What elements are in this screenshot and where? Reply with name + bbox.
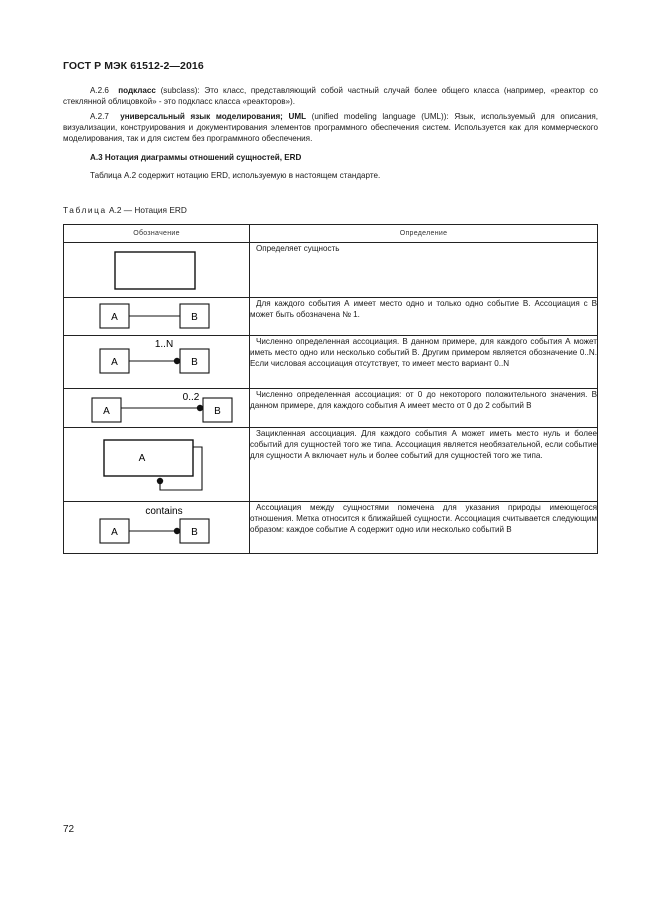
labeled-association-diagram xyxy=(64,502,250,553)
entity-b-label: В xyxy=(191,527,198,538)
entity-a-label: А xyxy=(103,406,110,417)
definition-cell xyxy=(250,502,598,554)
section-a26 xyxy=(63,85,598,107)
entity-a-label: А xyxy=(138,453,146,464)
definition-text: Для каждого события А имеет место одно и только одно событие В. Ассоциация с В может быть обозначена № 1. xyxy=(250,299,597,319)
symbol-recursive xyxy=(64,428,250,502)
table-row xyxy=(64,336,598,389)
entity-a-label: А xyxy=(111,527,118,538)
table-row xyxy=(64,243,598,298)
entity-diagram xyxy=(64,243,250,297)
multiplicity-label: 1..N xyxy=(154,339,174,350)
symbol-labeled xyxy=(64,502,250,554)
multiplicity-label: 0..2 xyxy=(182,392,200,403)
entity-box xyxy=(115,252,195,289)
section-a27-text: (unified modeling language (UML)): Язык, используемый для описания, визуализации, конструирования и документирования элементов программного обеспечения систем. Используется как для коммерческого моделирования, так и для систем без программного обеспечения. xyxy=(63,112,599,143)
table-row xyxy=(64,298,598,336)
symbol-zero-to-two xyxy=(64,389,250,428)
zero-to-two-diagram xyxy=(64,389,250,427)
table-row xyxy=(64,428,598,502)
definition-text: Численно определенная ассоциация: от 0 до некоторого положительного значения. В данном примере, для каждого события А имеет место от 0 до 2 событий В xyxy=(250,390,597,410)
relationship-label: contains xyxy=(145,506,183,517)
document-header: ГОСТ Р МЭК 61512-2—2016 xyxy=(63,60,204,72)
definition-cell xyxy=(250,389,598,428)
one-to-one-diagram xyxy=(64,298,250,335)
entity-b-label: В xyxy=(191,357,198,368)
section-a26-text: (subclass): Это класс, представляющий собой частный случай более общего класса (например, «реактор со стеклянной облицовкой» - это подкласс класса «реакторов»). xyxy=(63,86,598,106)
col-header-definition: Определение xyxy=(250,225,598,243)
definition-cell xyxy=(250,428,598,502)
symbol-entity xyxy=(64,243,250,298)
page-number: 72 xyxy=(63,824,75,835)
definition-cell xyxy=(250,243,598,298)
table-caption-prefix: Таблица xyxy=(63,205,107,215)
recursive-diagram xyxy=(64,428,250,501)
erd-notation-table xyxy=(63,224,598,554)
section-a27-term: универсальный язык моделирования; UML xyxy=(120,112,307,121)
entity-b-label: В xyxy=(214,406,221,417)
one-to-many-diagram xyxy=(64,336,250,388)
col-header-symbol: Обозначение xyxy=(64,225,250,243)
many-dot-icon xyxy=(197,405,203,411)
symbol-one-to-one xyxy=(64,298,250,336)
entity-a-box xyxy=(104,440,193,476)
symbol-one-to-many xyxy=(64,336,250,389)
definition-text: Определяет сущность xyxy=(256,244,340,253)
definition-text: Зацикленная ассоциация. Для каждого события А может иметь место нуль и более событий для сущностей того же типа. Ассоциация является необязательной, если событие для сущности А включает нуль и более событий для сущностей того же типа. xyxy=(250,429,597,460)
section-a3-intro: Таблица А.2 содержит нотацию ERD, используемую в настоящем стандарте. xyxy=(90,171,381,180)
definition-text: Ассоциация между сущностями помечена для указания природы имеющегося отношения. Метка относится к ближайшей сущности. Ассоциация считывается следующим образом: каждое событие А содержит одно или несколько событий В xyxy=(250,503,597,534)
table-caption-rest: А.2 — Нотация ERD xyxy=(106,205,187,215)
entity-a-label: А xyxy=(111,312,118,323)
table-caption xyxy=(63,205,187,215)
many-dot-icon xyxy=(174,528,180,534)
table-row xyxy=(64,502,598,554)
section-a26-term: подкласс xyxy=(118,86,156,95)
definition-cell xyxy=(250,336,598,389)
section-a3-heading: А.3 Нотация диаграммы отношений сущностей, ERD xyxy=(90,153,302,162)
entity-b-label: В xyxy=(191,312,198,323)
many-dot-icon xyxy=(174,358,180,364)
section-a3-heading-wrap xyxy=(63,152,598,163)
entity-a-label: А xyxy=(111,357,118,368)
section-a27 xyxy=(63,111,598,144)
table-header-row xyxy=(64,225,598,243)
section-a27-number: А.2.7 xyxy=(90,112,109,121)
table-row xyxy=(64,389,598,428)
definition-cell xyxy=(250,298,598,336)
section-a26-number: А.2.6 xyxy=(90,86,109,95)
section-a3-intro-wrap xyxy=(63,170,598,181)
many-dot-icon xyxy=(157,478,163,484)
definition-text: Численно определенная ассоциация. В данном примере, для каждого события А может иметь место одно или несколько событий В. Другим примером является обозначение 0..N. Если числовая ассоциация отсутствует, то имеет место вариант 0..N xyxy=(250,337,597,368)
